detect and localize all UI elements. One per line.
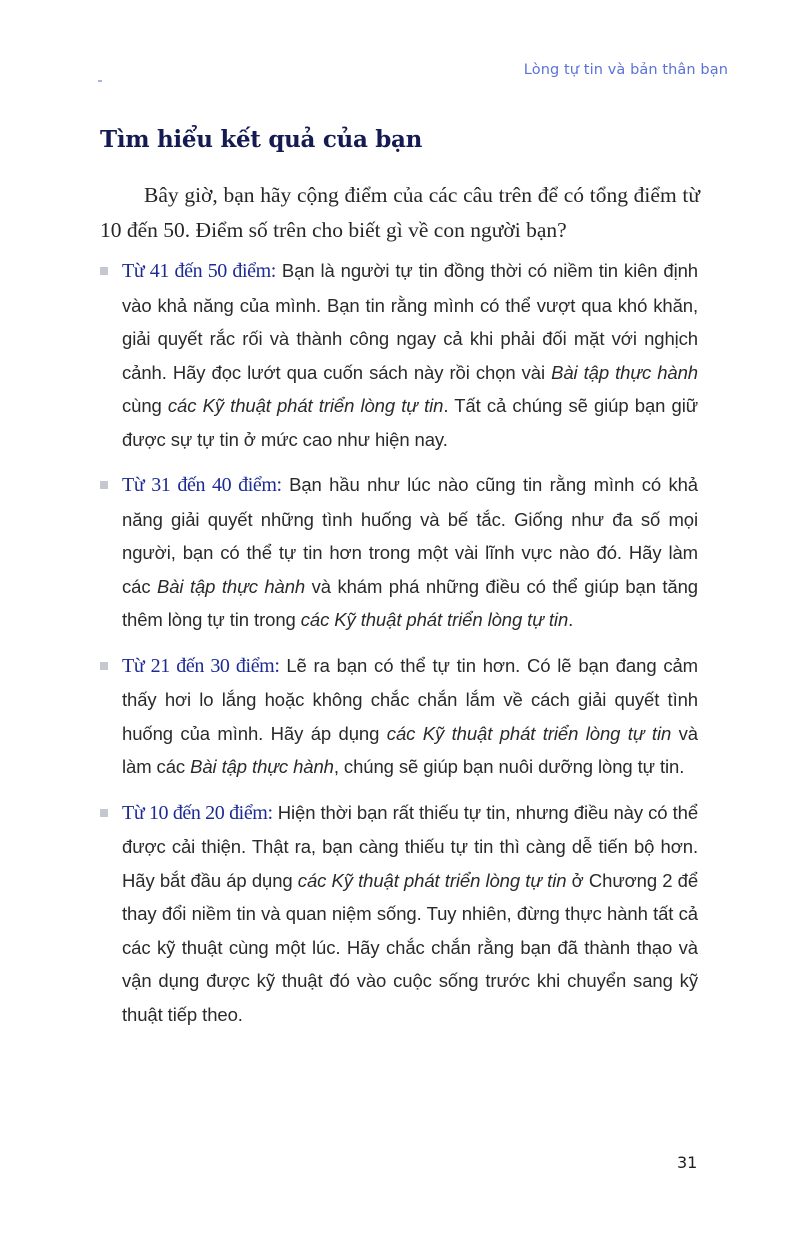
intro-paragraph: Bây giờ, bạn hãy cộng điểm của các câu trên để có tổng điểm từ 10 đến 50. Điểm số trên cho biết gì về con người bạn? [100,183,700,242]
italic-text: các Kỹ thuật phát triển lòng tự tin [386,722,672,744]
body-text: cùng [122,395,168,416]
body-text: ở Chương 2 để thay đổi niềm tin và quan niệm sống. Tuy nhiên, đừng thực hành tất cả các kỹ thuật cùng một lúc. Hãy chắc chắn rằng bạn đã thành thạo và vận dụng được kỹ thuật đó vào cuộc sống trước khi chuyển sang kỹ thuật tiếp theo. [122,869,699,1025]
italic-text: các Kỹ thuật phát triển lòng tự tin [167,395,444,416]
square-bullet-icon [100,267,108,275]
body-text: , chúng sẽ giúp bạn nuôi dưỡng lòng tự tin. [333,756,685,777]
result-item-41-50 [100,254,698,456]
result-item-10-20 [100,796,698,1032]
body-text: Hiện thời bạn rất thiếu tự tin, nhưng điều này có thể được cải thiện. Thật ra, bạn càng thiếu tự tin thì càng dễ tiến bộ hơn. Hãy bắt đầu áp dụng [122,801,699,891]
italic-text: các Kỹ thuật phát triển lòng tự tin [297,869,567,891]
range-label: Từ 31 đến 40 điểm: [122,474,282,496]
italic-text: Bài tập thực hành [157,575,306,597]
range-label: Từ 41 đến 50 điểm: [122,260,276,282]
body-text: Bạn là người tự tin đồng thời có niềm tin kiên định vào khả năng của mình. Bạn tin rằng mình có thể vượt qua khó khăn, giải quyết rắc rối và thành công ngay cả khi phải đối mặt với nghịch cảnh. Hãy đọc lướt qua cuốn sách này rồi chọn vài [122,260,698,383]
italic-text: các Kỹ thuật phát triển lòng tự tin [300,609,569,630]
score-results-list [100,254,698,1043]
section-title: Tìm hiểu kết quả của bạn [100,126,423,153]
square-bullet-icon [100,662,108,670]
body-text: và làm các [122,722,698,777]
result-item-31-40 [100,468,698,637]
print-mark [98,80,102,82]
square-bullet-icon [100,809,108,817]
body-text: . Tất cả chúng sẽ giúp bạn giữ được sự tự tin ở mức cao như hiện nay. [122,395,698,450]
italic-text: Bài tập thực hành [551,361,698,383]
body-text: . [568,609,574,630]
running-head: Lòng tự tin và bản thân bạn [523,62,728,78]
body-text: Bạn hầu như lúc nào cũng tin rằng mình có khả năng giải quyết những tình huống và bế tắc. Giống như đa số mọi người, bạn có thể tự tin hơn trong một vài lĩnh vực nào đó. Hãy làm các [122,474,698,597]
body-text: Lẽ ra bạn có thể tự tin hơn. Có lẽ bạn đang cảm thấy hơi lo lắng hoặc không chắc chắn lắm về cách giải quyết tình huống của mình. Hãy áp dụng [122,654,698,744]
range-label: Từ 10 đến 20 điểm: [122,801,273,824]
square-bullet-icon [100,481,108,489]
body-text: và khám phá những điều có thể giúp bạn tăng thêm lòng tự tin trong [122,575,698,630]
range-label: Từ 21 đến 30 điểm: [122,654,280,677]
page-number: 31 [677,1153,698,1172]
italic-text: Bài tập thực hành [190,756,334,777]
result-item-21-30 [100,649,698,784]
